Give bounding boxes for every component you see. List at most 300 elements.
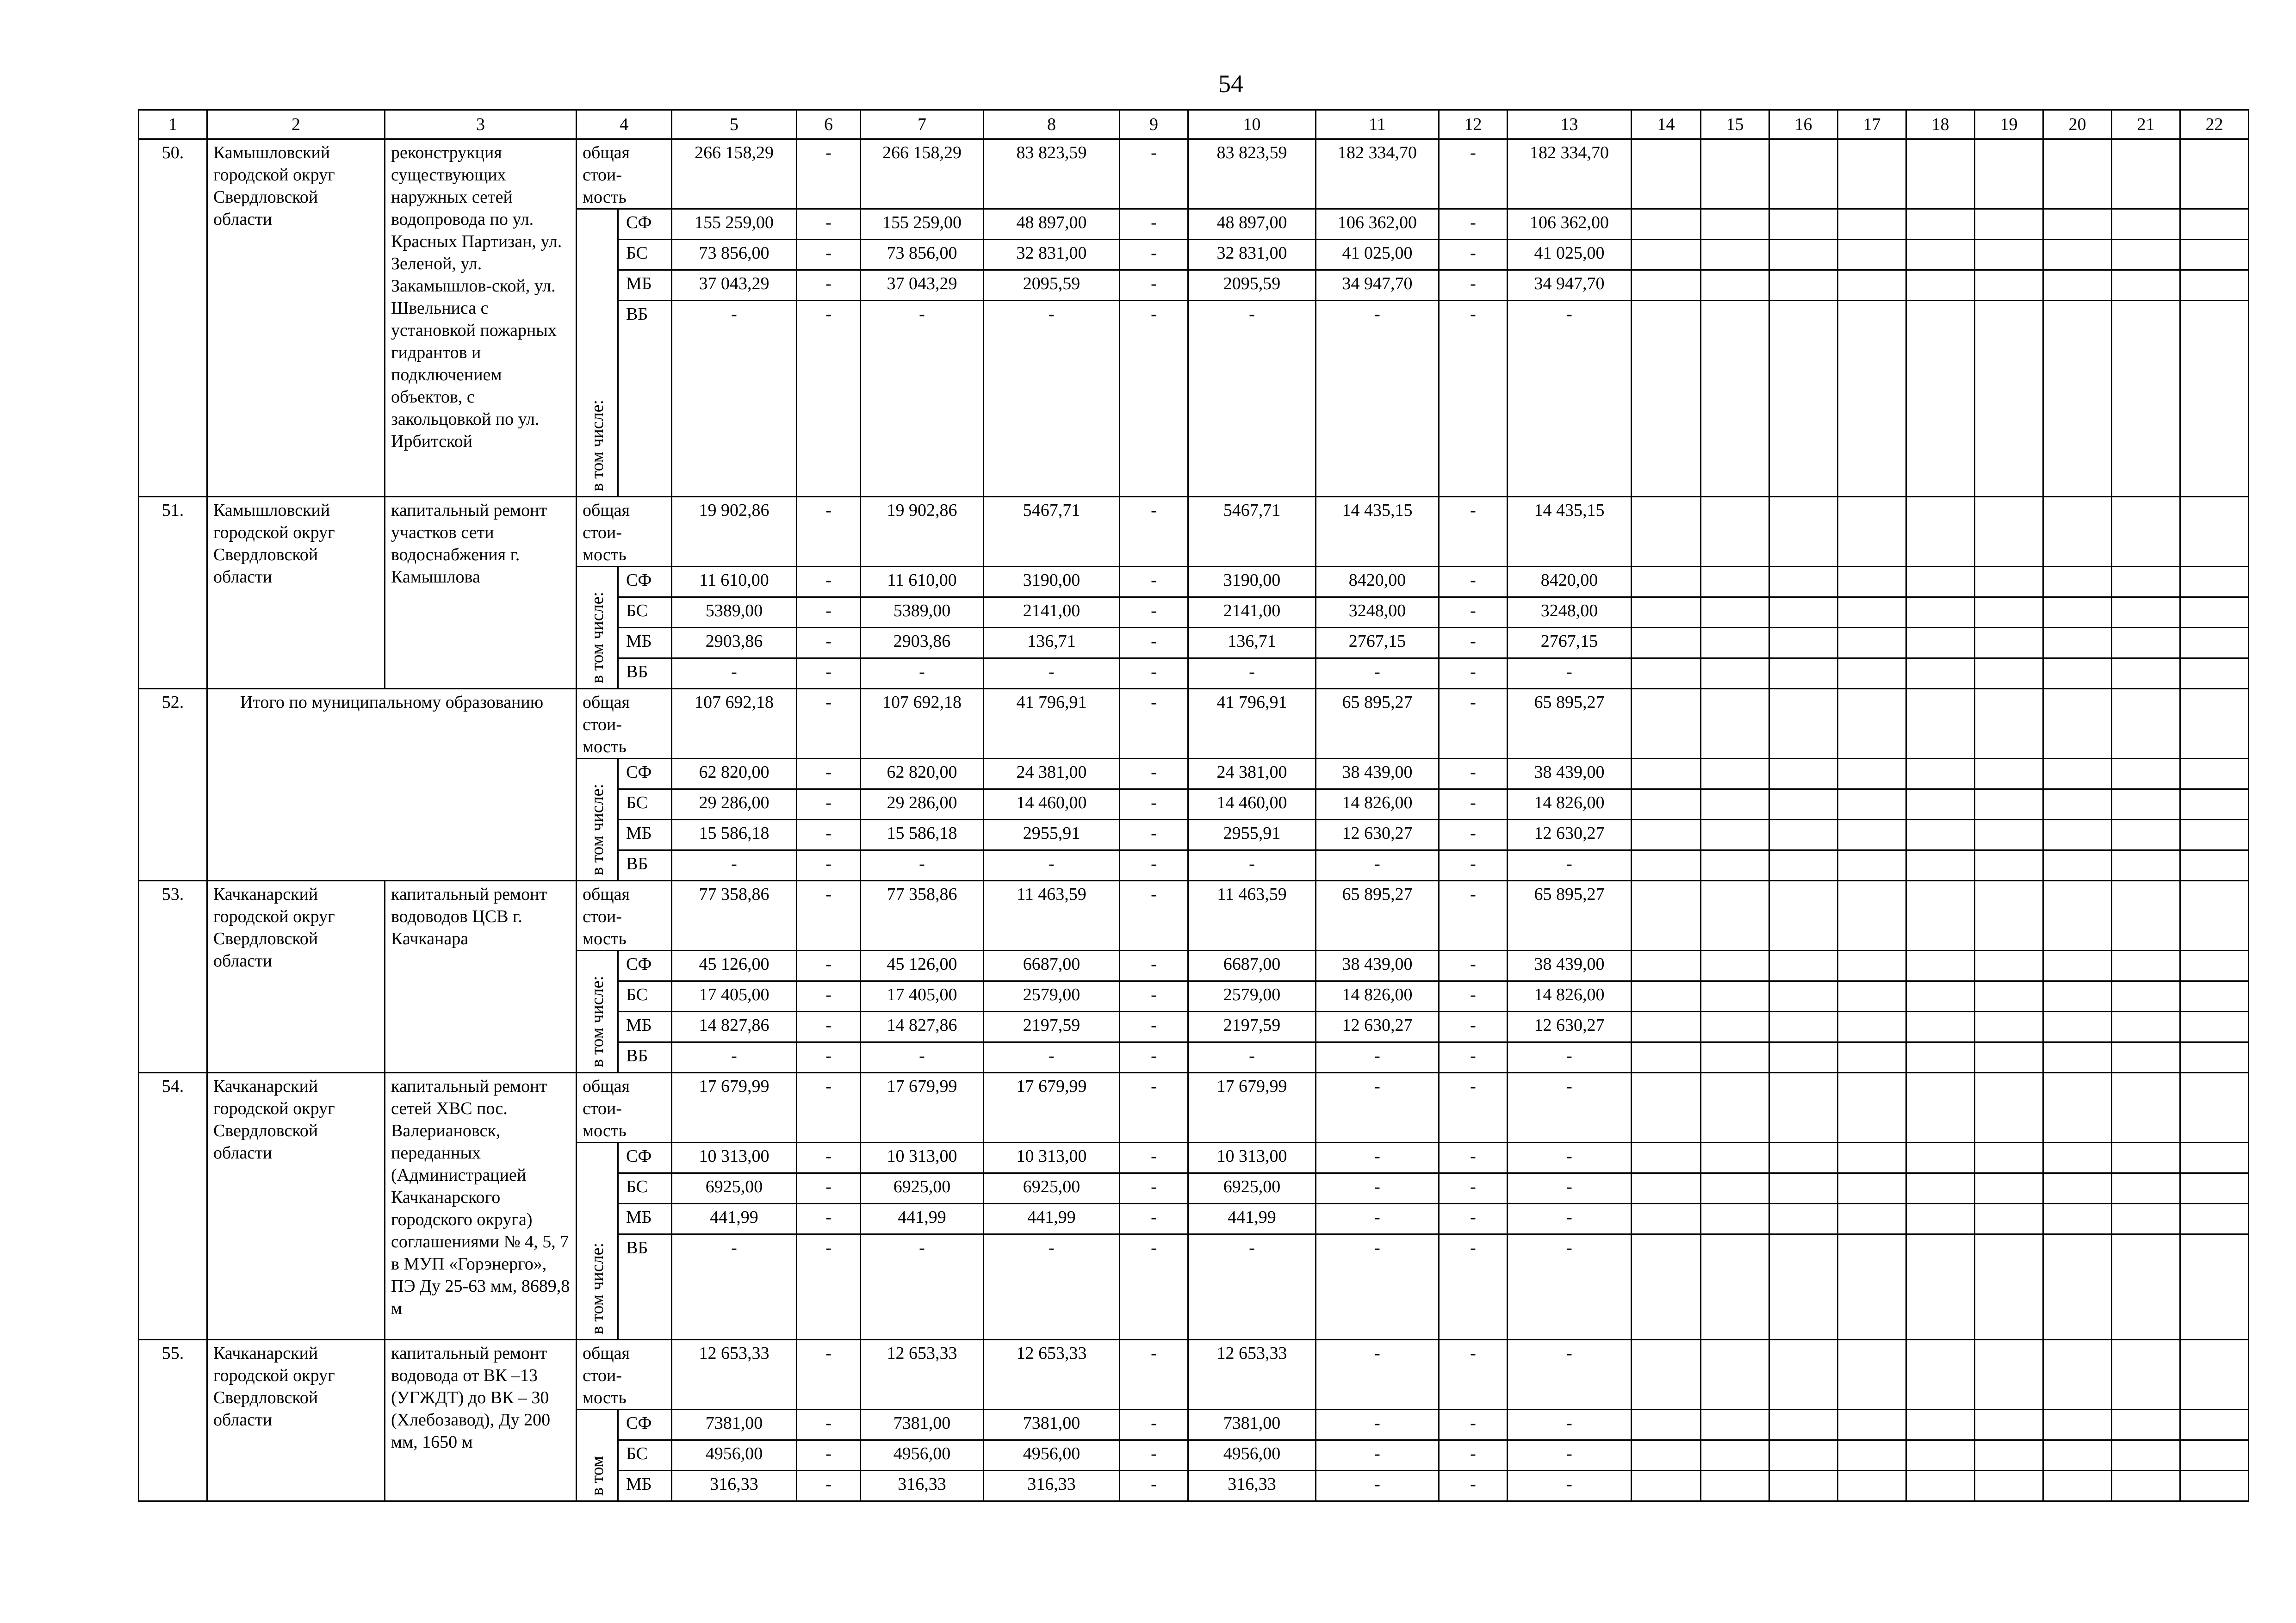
value-cell: 4956,00: [672, 1440, 797, 1471]
value-cell: -: [1439, 1173, 1508, 1204]
value-cell: 106 362,00: [1316, 209, 1439, 240]
empty-cell: [2180, 881, 2249, 951]
value-cell: 41 025,00: [1316, 240, 1439, 270]
value-cell: 441,99: [861, 1204, 984, 1234]
empty-cell: [2112, 628, 2180, 658]
value-cell: -: [1508, 1234, 1632, 1340]
value-cell: 5389,00: [861, 597, 984, 628]
in-number-label: [577, 1410, 618, 1501]
empty-cell: [1838, 1410, 1906, 1440]
value-cell: 37 043,29: [861, 270, 984, 301]
column-number: 2: [207, 110, 385, 139]
value-cell: -: [797, 597, 861, 628]
funding-source-label: СФ: [618, 209, 672, 240]
empty-cell: [1632, 1340, 1701, 1410]
value-cell: 38 439,00: [1508, 951, 1632, 981]
value-cell: -: [1316, 1410, 1439, 1440]
value-cell: -: [1188, 301, 1316, 497]
value-cell: 14 460,00: [984, 789, 1120, 820]
value-cell: 441,99: [672, 1204, 797, 1234]
in-number-text: в том числе:: [587, 975, 607, 1067]
total-cost-label: общая стои-мость: [577, 689, 672, 759]
value-cell: 441,99: [984, 1204, 1120, 1234]
value-cell: -: [1316, 1042, 1439, 1073]
empty-cell: [1975, 139, 2043, 209]
empty-cell: [1632, 759, 1701, 789]
empty-cell: [2112, 497, 2180, 567]
value-cell: -: [1188, 1042, 1316, 1073]
empty-cell: [2112, 1204, 2180, 1234]
value-cell: -: [797, 628, 861, 658]
empty-cell: [2180, 658, 2249, 689]
value-cell: 19 902,86: [861, 497, 984, 567]
value-cell: 38 439,00: [1508, 759, 1632, 789]
empty-cell: [1632, 850, 1701, 881]
empty-cell: [1838, 881, 1906, 951]
value-cell: -: [797, 1340, 861, 1410]
empty-cell: [1632, 497, 1701, 567]
value-cell: 65 895,27: [1316, 881, 1439, 951]
value-cell: 6925,00: [1188, 1173, 1316, 1204]
empty-cell: [2112, 567, 2180, 597]
empty-cell: [1975, 881, 2043, 951]
column-number: 17: [1838, 110, 1906, 139]
empty-cell: [2043, 820, 2112, 850]
table-row: [139, 881, 2249, 951]
value-cell: -: [797, 1143, 861, 1173]
empty-cell: [2180, 139, 2249, 209]
value-cell: -: [797, 1471, 861, 1501]
value-cell: -: [797, 658, 861, 689]
empty-cell: [1838, 209, 1906, 240]
value-cell: 65 895,27: [1508, 689, 1632, 759]
column-number: 19: [1975, 110, 2043, 139]
value-cell: 7381,00: [1188, 1410, 1316, 1440]
value-cell: -: [672, 1234, 797, 1340]
row-number: 50.: [139, 139, 207, 497]
funding-source-label: СФ: [618, 759, 672, 789]
value-cell: -: [797, 1204, 861, 1234]
empty-cell: [1906, 820, 1975, 850]
total-label-cell: Итого по муниципальному образованию: [207, 689, 577, 881]
empty-cell: [2043, 689, 2112, 759]
value-cell: 2767,15: [1508, 628, 1632, 658]
value-cell: 11 610,00: [672, 567, 797, 597]
value-cell: 11 610,00: [861, 567, 984, 597]
empty-cell: [1632, 597, 1701, 628]
in-number-text: в том числе:: [587, 399, 607, 491]
value-cell: 106 362,00: [1508, 209, 1632, 240]
empty-cell: [1975, 1073, 2043, 1143]
value-cell: 77 358,86: [861, 881, 984, 951]
empty-cell: [2180, 1143, 2249, 1173]
column-number: 12: [1439, 110, 1508, 139]
value-cell: -: [1120, 1340, 1188, 1410]
territory-cell: Камышловский городской округ Свердловской области: [207, 497, 385, 689]
empty-cell: [2180, 1440, 2249, 1471]
value-cell: -: [1120, 301, 1188, 497]
empty-cell: [2043, 850, 2112, 881]
empty-cell: [1975, 689, 2043, 759]
empty-cell: [1632, 1143, 1701, 1173]
in-number-label: [577, 567, 618, 689]
empty-cell: [2043, 628, 2112, 658]
value-cell: -: [1316, 1234, 1439, 1340]
value-cell: -: [1120, 240, 1188, 270]
value-cell: 5467,71: [984, 497, 1120, 567]
column-number: 20: [2043, 110, 2112, 139]
value-cell: 12 630,27: [1316, 820, 1439, 850]
empty-cell: [2043, 139, 2112, 209]
empty-cell: [2112, 1234, 2180, 1340]
funding-source-label: ВБ: [618, 1042, 672, 1073]
empty-cell: [1769, 497, 1838, 567]
value-cell: -: [1439, 270, 1508, 301]
value-cell: 24 381,00: [984, 759, 1120, 789]
empty-cell: [2180, 1471, 2249, 1501]
empty-cell: [1838, 789, 1906, 820]
empty-cell: [1701, 1042, 1769, 1073]
value-cell: 2141,00: [984, 597, 1120, 628]
value-cell: -: [797, 951, 861, 981]
value-cell: -: [1439, 301, 1508, 497]
value-cell: -: [1316, 1204, 1439, 1234]
value-cell: -: [1439, 1204, 1508, 1234]
value-cell: 73 856,00: [672, 240, 797, 270]
empty-cell: [2112, 1012, 2180, 1042]
value-cell: 14 827,86: [861, 1012, 984, 1042]
value-cell: 2141,00: [1188, 597, 1316, 628]
empty-cell: [2112, 850, 2180, 881]
value-cell: 29 286,00: [672, 789, 797, 820]
value-cell: -: [797, 240, 861, 270]
empty-cell: [1632, 1234, 1701, 1340]
territory-cell: Качканарский городской округ Свердловской области: [207, 1340, 385, 1501]
value-cell: 3190,00: [1188, 567, 1316, 597]
value-cell: -: [1120, 981, 1188, 1012]
empty-cell: [2180, 301, 2249, 497]
value-cell: -: [1508, 1440, 1632, 1471]
empty-cell: [1906, 1042, 1975, 1073]
empty-cell: [2112, 881, 2180, 951]
column-number: 16: [1769, 110, 1838, 139]
empty-cell: [1906, 789, 1975, 820]
empty-cell: [1701, 1234, 1769, 1340]
page-number: 54: [1218, 70, 1243, 98]
value-cell: 5467,71: [1188, 497, 1316, 567]
funding-source-label: БС: [618, 597, 672, 628]
value-cell: -: [797, 689, 861, 759]
empty-cell: [2180, 951, 2249, 981]
value-cell: 2579,00: [984, 981, 1120, 1012]
value-cell: 17 679,99: [984, 1073, 1120, 1143]
value-cell: -: [1508, 301, 1632, 497]
empty-cell: [1632, 1471, 1701, 1501]
empty-cell: [1632, 658, 1701, 689]
empty-cell: [2043, 1143, 2112, 1173]
value-cell: 65 895,27: [1316, 689, 1439, 759]
value-cell: 2197,59: [1188, 1012, 1316, 1042]
empty-cell: [1906, 139, 1975, 209]
empty-cell: [1769, 1410, 1838, 1440]
empty-cell: [1701, 567, 1769, 597]
value-cell: -: [797, 789, 861, 820]
table-row: [139, 497, 2249, 567]
value-cell: -: [797, 1234, 861, 1340]
empty-cell: [2112, 820, 2180, 850]
value-cell: 77 358,86: [672, 881, 797, 951]
value-cell: 12 653,33: [1188, 1340, 1316, 1410]
value-cell: -: [984, 1042, 1120, 1073]
empty-cell: [2043, 1073, 2112, 1143]
empty-cell: [1769, 240, 1838, 270]
table-row: [139, 689, 2249, 759]
value-cell: 266 158,29: [861, 139, 984, 209]
empty-cell: [2043, 881, 2112, 951]
value-cell: -: [1120, 628, 1188, 658]
empty-cell: [1975, 497, 2043, 567]
empty-cell: [1701, 1410, 1769, 1440]
value-cell: 136,71: [984, 628, 1120, 658]
empty-cell: [1632, 1012, 1701, 1042]
value-cell: 83 823,59: [984, 139, 1120, 209]
column-number: 18: [1906, 110, 1975, 139]
value-cell: 182 334,70: [1508, 139, 1632, 209]
empty-cell: [2043, 209, 2112, 240]
value-cell: 32 831,00: [984, 240, 1120, 270]
value-cell: 83 823,59: [1188, 139, 1316, 209]
empty-cell: [1632, 1204, 1701, 1234]
in-number-label: [577, 1143, 618, 1340]
value-cell: -: [861, 658, 984, 689]
value-cell: -: [1439, 240, 1508, 270]
value-cell: 17 679,99: [672, 1073, 797, 1143]
empty-cell: [1701, 301, 1769, 497]
value-cell: -: [1120, 139, 1188, 209]
row-number: 51.: [139, 497, 207, 689]
empty-cell: [1701, 689, 1769, 759]
value-cell: -: [797, 850, 861, 881]
value-cell: -: [797, 567, 861, 597]
empty-cell: [2043, 1012, 2112, 1042]
value-cell: -: [861, 301, 984, 497]
empty-cell: [1906, 1143, 1975, 1173]
value-cell: -: [1316, 1173, 1439, 1204]
empty-cell: [1632, 1410, 1701, 1440]
value-cell: -: [861, 850, 984, 881]
empty-cell: [1632, 1440, 1701, 1471]
value-cell: -: [1120, 820, 1188, 850]
empty-cell: [2112, 209, 2180, 240]
empty-cell: [1906, 1440, 1975, 1471]
column-number: 15: [1701, 110, 1769, 139]
empty-cell: [1838, 597, 1906, 628]
value-cell: -: [797, 759, 861, 789]
value-cell: 19 902,86: [672, 497, 797, 567]
value-cell: -: [1439, 820, 1508, 850]
value-cell: 136,71: [1188, 628, 1316, 658]
empty-cell: [1769, 820, 1838, 850]
empty-cell: [1838, 1012, 1906, 1042]
empty-cell: [1975, 209, 2043, 240]
funding-source-label: ВБ: [618, 658, 672, 689]
value-cell: -: [1316, 658, 1439, 689]
empty-cell: [1769, 1012, 1838, 1042]
empty-cell: [1632, 1042, 1701, 1073]
value-cell: -: [1120, 1073, 1188, 1143]
value-cell: 2903,86: [672, 628, 797, 658]
value-cell: -: [1120, 270, 1188, 301]
value-cell: 48 897,00: [1188, 209, 1316, 240]
empty-cell: [1906, 1410, 1975, 1440]
empty-cell: [2180, 1410, 2249, 1440]
empty-cell: [2043, 270, 2112, 301]
empty-cell: [2180, 497, 2249, 567]
empty-cell: [2112, 1410, 2180, 1440]
value-cell: -: [1120, 1440, 1188, 1471]
value-cell: 14 435,15: [1316, 497, 1439, 567]
value-cell: 441,99: [1188, 1204, 1316, 1234]
value-cell: -: [797, 1410, 861, 1440]
empty-cell: [2112, 1073, 2180, 1143]
value-cell: -: [1508, 1042, 1632, 1073]
column-number: 1: [139, 110, 207, 139]
empty-cell: [2112, 139, 2180, 209]
value-cell: -: [1188, 658, 1316, 689]
empty-cell: [1769, 850, 1838, 881]
value-cell: -: [1120, 1173, 1188, 1204]
value-cell: -: [1439, 951, 1508, 981]
empty-cell: [1838, 1173, 1906, 1204]
empty-cell: [1701, 139, 1769, 209]
empty-cell: [1632, 209, 1701, 240]
value-cell: -: [1439, 1440, 1508, 1471]
funding-source-label: МБ: [618, 820, 672, 850]
value-cell: -: [1439, 1143, 1508, 1173]
empty-cell: [1838, 1042, 1906, 1073]
column-number: 10: [1188, 110, 1316, 139]
value-cell: 4956,00: [984, 1440, 1120, 1471]
empty-cell: [1838, 497, 1906, 567]
value-cell: 41 025,00: [1508, 240, 1632, 270]
value-cell: -: [797, 1042, 861, 1073]
funding-source-label: СФ: [618, 1410, 672, 1440]
column-number: 21: [2112, 110, 2180, 139]
empty-cell: [1838, 1340, 1906, 1410]
empty-cell: [2043, 597, 2112, 628]
value-cell: 7381,00: [861, 1410, 984, 1440]
empty-cell: [1769, 1471, 1838, 1501]
value-cell: -: [984, 1234, 1120, 1340]
value-cell: 10 313,00: [672, 1143, 797, 1173]
empty-cell: [1906, 497, 1975, 567]
value-cell: 2095,59: [984, 270, 1120, 301]
value-cell: -: [1439, 1471, 1508, 1501]
value-cell: 316,33: [672, 1471, 797, 1501]
empty-cell: [2112, 1143, 2180, 1173]
value-cell: -: [861, 1234, 984, 1340]
empty-cell: [2112, 301, 2180, 497]
value-cell: 14 460,00: [1188, 789, 1316, 820]
value-cell: -: [1316, 850, 1439, 881]
empty-cell: [2180, 628, 2249, 658]
total-cost-label: общая стои-мость: [577, 139, 672, 209]
value-cell: 48 897,00: [984, 209, 1120, 240]
in-number-text: в том числе:: [587, 591, 607, 683]
value-cell: 107 692,18: [672, 689, 797, 759]
total-cost-label: общая стои-мость: [577, 497, 672, 567]
empty-cell: [1906, 1073, 1975, 1143]
value-cell: -: [797, 1073, 861, 1143]
funding-source-label: СФ: [618, 567, 672, 597]
value-cell: -: [1188, 850, 1316, 881]
value-cell: -: [1316, 1471, 1439, 1501]
value-cell: -: [1508, 1471, 1632, 1501]
value-cell: -: [797, 209, 861, 240]
table-row: [139, 1340, 2249, 1410]
empty-cell: [1701, 1143, 1769, 1173]
empty-cell: [1838, 1143, 1906, 1173]
empty-cell: [1701, 1173, 1769, 1204]
row-number: 53.: [139, 881, 207, 1073]
empty-cell: [2112, 951, 2180, 981]
empty-cell: [1769, 658, 1838, 689]
empty-cell: [1975, 789, 2043, 820]
value-cell: 62 820,00: [672, 759, 797, 789]
empty-cell: [1906, 270, 1975, 301]
empty-cell: [1838, 301, 1906, 497]
empty-cell: [2112, 981, 2180, 1012]
value-cell: 2903,86: [861, 628, 984, 658]
empty-cell: [1975, 1340, 2043, 1410]
empty-cell: [1769, 1204, 1838, 1234]
empty-cell: [1769, 139, 1838, 209]
empty-cell: [2180, 240, 2249, 270]
value-cell: -: [1439, 1340, 1508, 1410]
value-cell: 38 439,00: [1316, 759, 1439, 789]
empty-cell: [1701, 850, 1769, 881]
empty-cell: [2112, 689, 2180, 759]
empty-cell: [1838, 759, 1906, 789]
empty-cell: [1906, 209, 1975, 240]
empty-cell: [1838, 981, 1906, 1012]
empty-cell: [1906, 597, 1975, 628]
column-number: 9: [1120, 110, 1188, 139]
value-cell: -: [1508, 850, 1632, 881]
column-number: 6: [797, 110, 861, 139]
empty-cell: [1632, 567, 1701, 597]
object-cell: капитальный ремонт водовода от ВК –13 (УГЖДТ) до ВК – 30 (Хлебозавод), Ду 200 мм, 1650 м: [385, 1340, 577, 1501]
value-cell: 2955,91: [1188, 820, 1316, 850]
value-cell: 37 043,29: [672, 270, 797, 301]
value-cell: -: [1508, 658, 1632, 689]
value-cell: 8420,00: [1316, 567, 1439, 597]
value-cell: 14 826,00: [1316, 981, 1439, 1012]
value-cell: -: [672, 658, 797, 689]
empty-cell: [2043, 567, 2112, 597]
row-number: 55.: [139, 1340, 207, 1501]
funding-source-label: МБ: [618, 1471, 672, 1501]
empty-cell: [1769, 981, 1838, 1012]
value-cell: 11 463,59: [984, 881, 1120, 951]
empty-cell: [1975, 597, 2043, 628]
object-cell: капитальный ремонт сетей ХВС пос. Валериановск, переданных (Администрацией Качканарского городского округа) соглашениями № 4, 5, 7 в МУП «Горэнерго», ПЭ Ду 25-63 мм, 8689,8 м: [385, 1073, 577, 1340]
empty-cell: [1838, 1471, 1906, 1501]
empty-cell: [1906, 301, 1975, 497]
empty-cell: [2112, 240, 2180, 270]
value-cell: -: [1439, 850, 1508, 881]
empty-cell: [1701, 1204, 1769, 1234]
